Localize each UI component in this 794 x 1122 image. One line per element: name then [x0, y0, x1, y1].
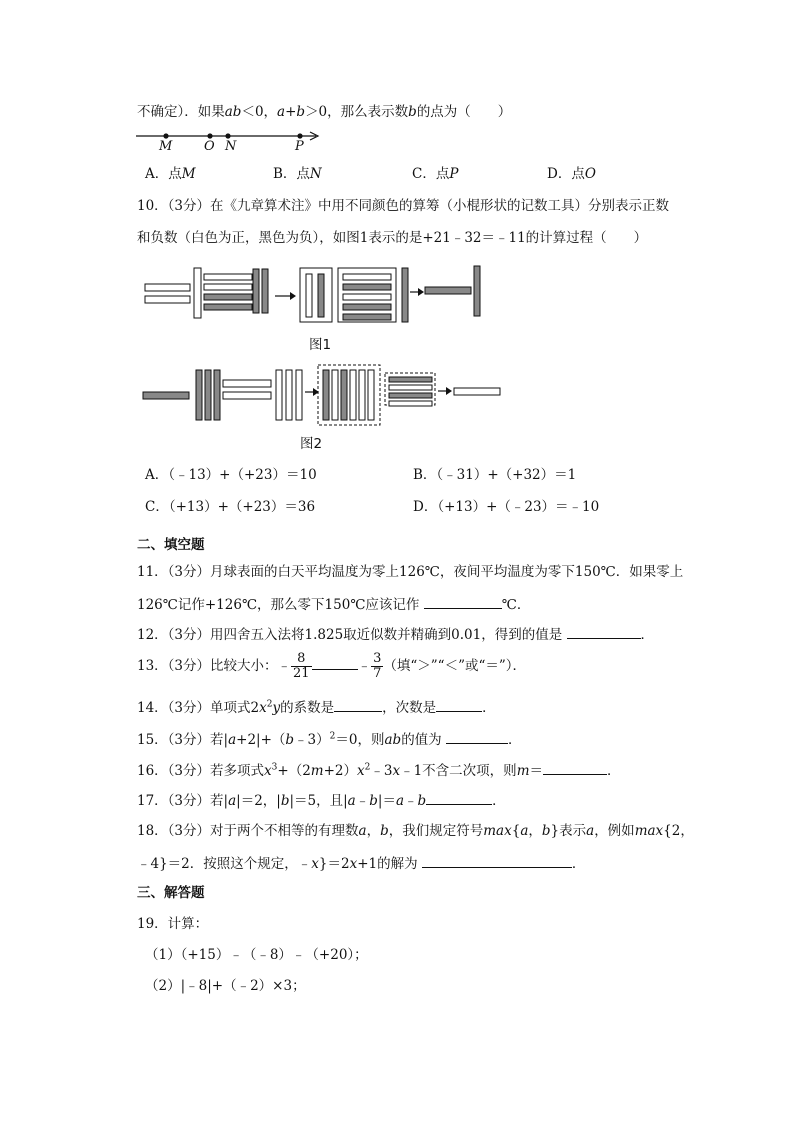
q15-answer-blank[interactable] [446, 729, 508, 744]
section-solve: 三、解答题 [137, 885, 205, 901]
point-n [225, 133, 230, 138]
q18-line1: 18．（3分）对于两个不相等的有理数a，b，我们规定符号max{a，b}表示a，例如max{2， [137, 823, 694, 839]
q10-option-a[interactable]: A．（﹣13）+（+23）＝10 [145, 467, 317, 483]
figure-2-counting-rods [140, 362, 510, 430]
q10-line1: 10．（3分）在《九章算术注》中用不同颜色的算筹（小棍形状的记数工具）分别表示正数 [137, 198, 670, 214]
q13-answer-blank[interactable] [312, 655, 358, 670]
q18-answer-blank[interactable] [422, 853, 572, 868]
q12-line: 12．（3分）用四舍五入法将1.825取近似数并精确到0.01，得到的值是 ． [137, 624, 654, 644]
q11-line2: 126℃记作+126℃，那么零下150℃应该记作 ℃． [137, 594, 530, 614]
figure-1-counting-rods [140, 262, 490, 330]
q16-line: 16．（3分）若多项式$x^3+(2m+2)x^2﹣3x﹣1$不含二次项，则m＝ ． [137, 760, 621, 780]
q14-line: 14．（3分）单项式$2x^2y$的系数是 ，次数是 ． [137, 697, 496, 717]
q11-line1: 11．（3分）月球表面的白天平均温度为零上126℃，夜间平均温度为零下150℃．如果零上 [137, 564, 684, 580]
q15-line: 15．（3分）若|a+2|+（b﹣3）$^2$＝0，则ab的值为 ． [137, 729, 521, 749]
q9-option-d[interactable]: D．点O [547, 166, 596, 182]
q10-option-b[interactable]: B．（﹣31）+（+32）＝1 [413, 467, 577, 483]
q19-part-2: （2）|﹣8|+（﹣2）×3； [145, 978, 306, 994]
q9-option-b[interactable]: B．点N [273, 166, 322, 182]
q19-title: 19．计算： [137, 916, 209, 932]
q9-option-a[interactable]: A．点M [145, 166, 196, 182]
numberline-label-m: M [159, 139, 173, 154]
q13-line: 13．（3分）比较大小：﹣ $\frac{8}{21}$ ﹣ $\frac{3}{7}$ （填“＞”“＜”或“＝”）． [137, 651, 527, 681]
q19-part-1: （1）（+15）﹣（﹣8）﹣（+20）； [145, 947, 368, 963]
q18-line2: ﹣4}＝2．按照这个规定，﹣x}＝2x+1的解为 ． [137, 853, 585, 873]
numberline-label-n: N [225, 139, 237, 154]
section-fill-in: 二、填空题 [137, 537, 205, 553]
fraction-8-21: $\frac{8}{21}$ [293, 651, 310, 681]
q10-option-d[interactable]: D．（+13）+（﹣23）＝﹣10 [413, 499, 600, 515]
q9-option-c[interactable]: C．点P [412, 166, 459, 182]
point-o [207, 133, 212, 138]
q17-answer-blank[interactable] [426, 790, 492, 805]
q14-coefficient-blank[interactable] [334, 697, 382, 712]
point-p [297, 133, 302, 138]
q12-answer-blank[interactable] [567, 624, 641, 639]
point-m [163, 133, 168, 138]
q10-option-c[interactable]: C．（+13）+（+23）＝36 [145, 499, 316, 515]
q14-degree-blank[interactable] [436, 697, 482, 712]
q10-line2: 和负数（白色为正，黑色为负），如图1表示的是+21﹣32＝﹣11的计算过程（ ） [137, 230, 648, 246]
figure-2-caption: 图2 [300, 436, 323, 452]
numberline-label-o: O [204, 139, 215, 154]
q9-line1: 不确定）．如果ab＜0，a+b＞0，那么表示数b的点为（ ） [137, 104, 512, 120]
fraction-3-7: $\frac{3}{7}$ [373, 651, 382, 681]
q16-answer-blank[interactable] [543, 760, 607, 775]
figure-1-caption: 图1 [309, 337, 332, 353]
q11-answer-blank[interactable] [424, 594, 502, 609]
numberline-label-p: P [295, 139, 304, 154]
q17-line: 17．（3分）若|a|＝2，|b|＝5，且|a﹣b|＝a﹣b ． [137, 790, 506, 810]
